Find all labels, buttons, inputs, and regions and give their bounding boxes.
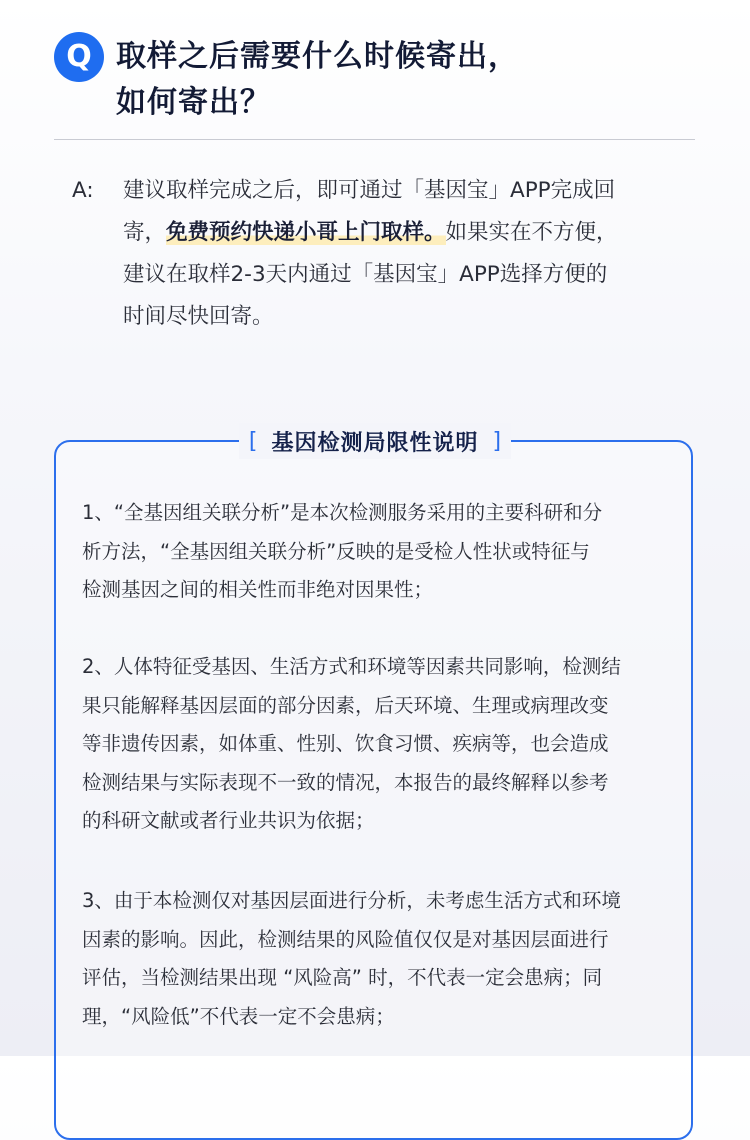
limitation-paragraph-1 [82,494,682,610]
q-circle-icon [54,32,104,82]
answer-label: A: [72,178,94,203]
right-bracket-icon: ] [492,428,502,454]
answer-line: 建议在取样2-3天内通过「基因宝」APP选择方便的 [123,262,608,287]
highlighted-text: 免费预约快递小哥上门取样。 [166,220,446,245]
left-bracket-icon: [ [248,428,258,454]
paragraph-line: 理，“风险低”不代表一定不会患病； [82,1004,395,1028]
answer-body [123,170,695,338]
paragraph-line: 果只能解释基因层面的部分因素，后天环境、生理或病理改变 [82,693,609,717]
paragraph-line: 2、人体特征受基因、生活方式和环境等因素共同影响，检测结 [82,655,621,678]
paragraph-line: 检测结果与实际表现不一致的情况，本报告的最终解释以参考 [82,770,609,794]
answer-line: 时间尽快回寄。 [123,304,274,329]
limitations-title: 基因检测局限性说明 [271,430,479,456]
paragraph-line: 3、由于本检测仅对基因层面进行分析，未考虑生活方式和环境 [82,889,621,912]
answer-line: 建议取样完成之后，即可通过「基因宝」APP完成回 [123,178,616,203]
paragraph-line: 的科研文献或者行业共识为依据； [82,809,375,832]
q-badge-letter: Q [66,39,92,74]
divider [54,139,695,140]
paragraph-line: 评估，当检测结果出现 “风险高” 时，不代表一定会患病；同 [82,966,603,989]
question-title-line: 如何寄出？ [116,85,271,120]
answer-line [123,212,695,254]
limitations-header [0,423,750,459]
limitations-title-box [239,423,511,459]
limitation-paragraph-2 [82,648,682,841]
paragraph-line: 1、“全基因组关联分析”是本次检测服务采用的主要科研和分 [82,501,603,524]
answer-text: 如果实在不方便， [445,220,618,245]
paragraph-line: 检测基因之间的相关性而非绝对因果性； [82,578,434,601]
paragraph-line: 析方法，“全基因组关联分析”反映的是受检人性状或特征与 [82,539,590,563]
answer-block [72,170,702,338]
paragraph-line: 等非遗传因素，如体重、性别、饮食习惯、疾病等，也会造成 [82,732,609,755]
question-title [116,34,696,126]
limitation-paragraph-3 [82,882,682,1036]
answer-text: 寄， [123,220,167,245]
question-title-line: 取样之后需要什么时候寄出， [116,39,519,74]
paragraph-line: 因素的影响。因此，检测结果的风险值仅仅是对基因层面进行 [82,927,609,951]
